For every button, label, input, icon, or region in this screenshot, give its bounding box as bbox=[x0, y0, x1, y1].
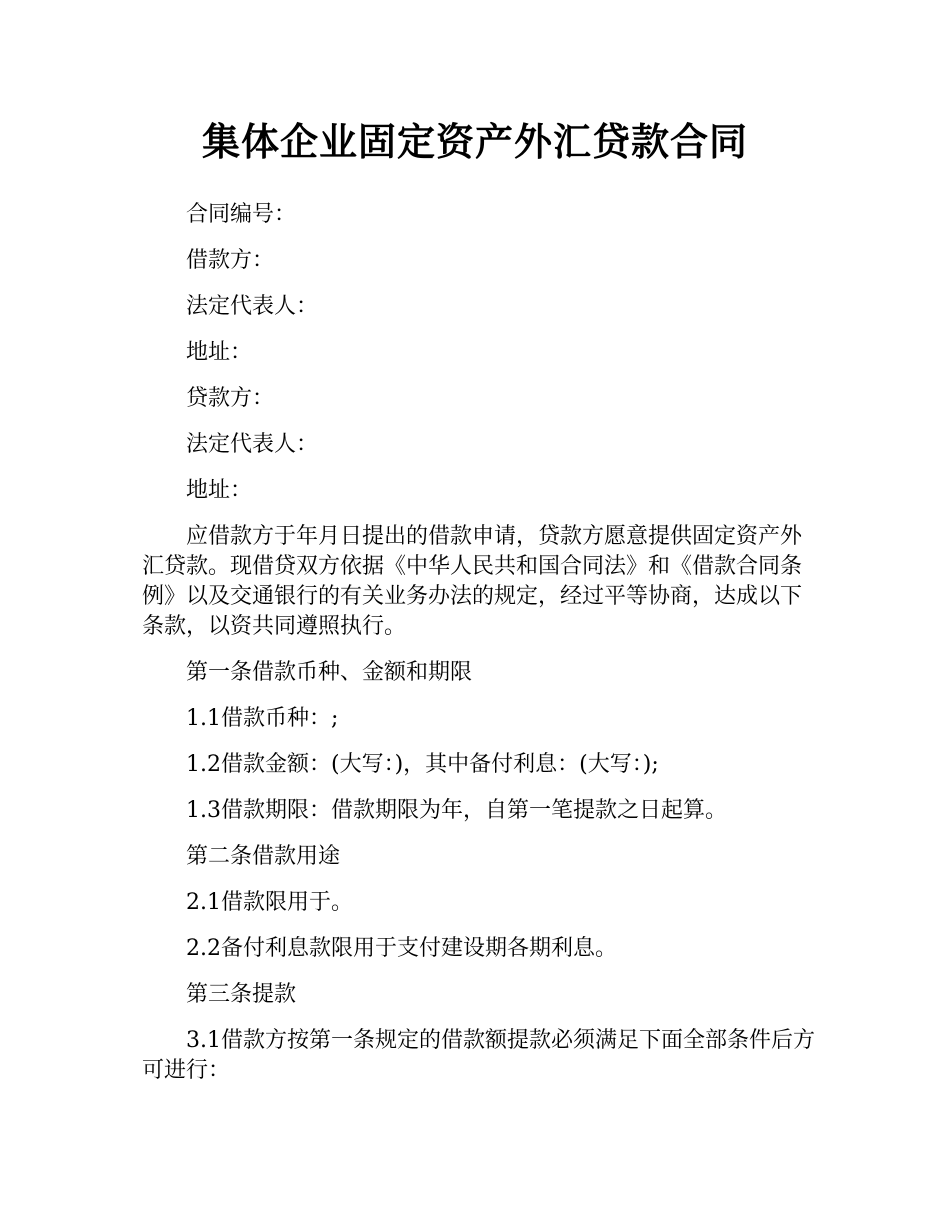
lender-legal-rep-line: 法定代表人： bbox=[186, 432, 319, 457]
clause-2-1: 2.1借款限用于。 bbox=[186, 890, 353, 915]
article-1-heading: 第一条借款币种、金额和期限 bbox=[186, 660, 473, 685]
article-2-heading: 第二条借款用途 bbox=[186, 844, 341, 869]
contract-number-line: 合同编号： bbox=[186, 202, 297, 227]
article-3-heading: 第三条提款 bbox=[186, 982, 297, 1007]
document-body bbox=[142, 200, 818, 1102]
borrower-legal-rep-line: 法定代表人： bbox=[186, 294, 319, 319]
clause-2-2: 2.2备付利息款限用于支付建设期各期利息。 bbox=[186, 936, 617, 961]
clause-1-2: 1.2借款金额：(大写：)，其中备付利息：(大写：); bbox=[186, 752, 659, 777]
lender-address-line: 地址： bbox=[186, 478, 253, 503]
borrower-line: 借款方： bbox=[186, 248, 275, 273]
clause-1-3: 1.3借款期限：借款期限为年，自第一笔提款之日起算。 bbox=[186, 798, 727, 823]
lender-line: 贷款方： bbox=[186, 386, 275, 411]
document-title: 集体企业固定资产外汇贷款合同 bbox=[201, 120, 748, 164]
borrower-address-line: 地址： bbox=[186, 340, 253, 365]
clause-1-1: 1.1借款币种：; bbox=[186, 706, 339, 731]
preamble-paragraph: 应借款方于年月日提出的借款申请，贷款方愿意提供固定资产外汇贷款。现借贷双方依据《中华人民共和国合同法》和《借款合同条例》以及交通银行的有关业务办法的规定，经过平等协商，达成以下条款，以资共同遵照执行。 bbox=[142, 524, 803, 639]
clause-3-1: 3.1借款方按第一条规定的借款额提款必须满足下面全部条件后方可进行： bbox=[142, 1028, 815, 1083]
